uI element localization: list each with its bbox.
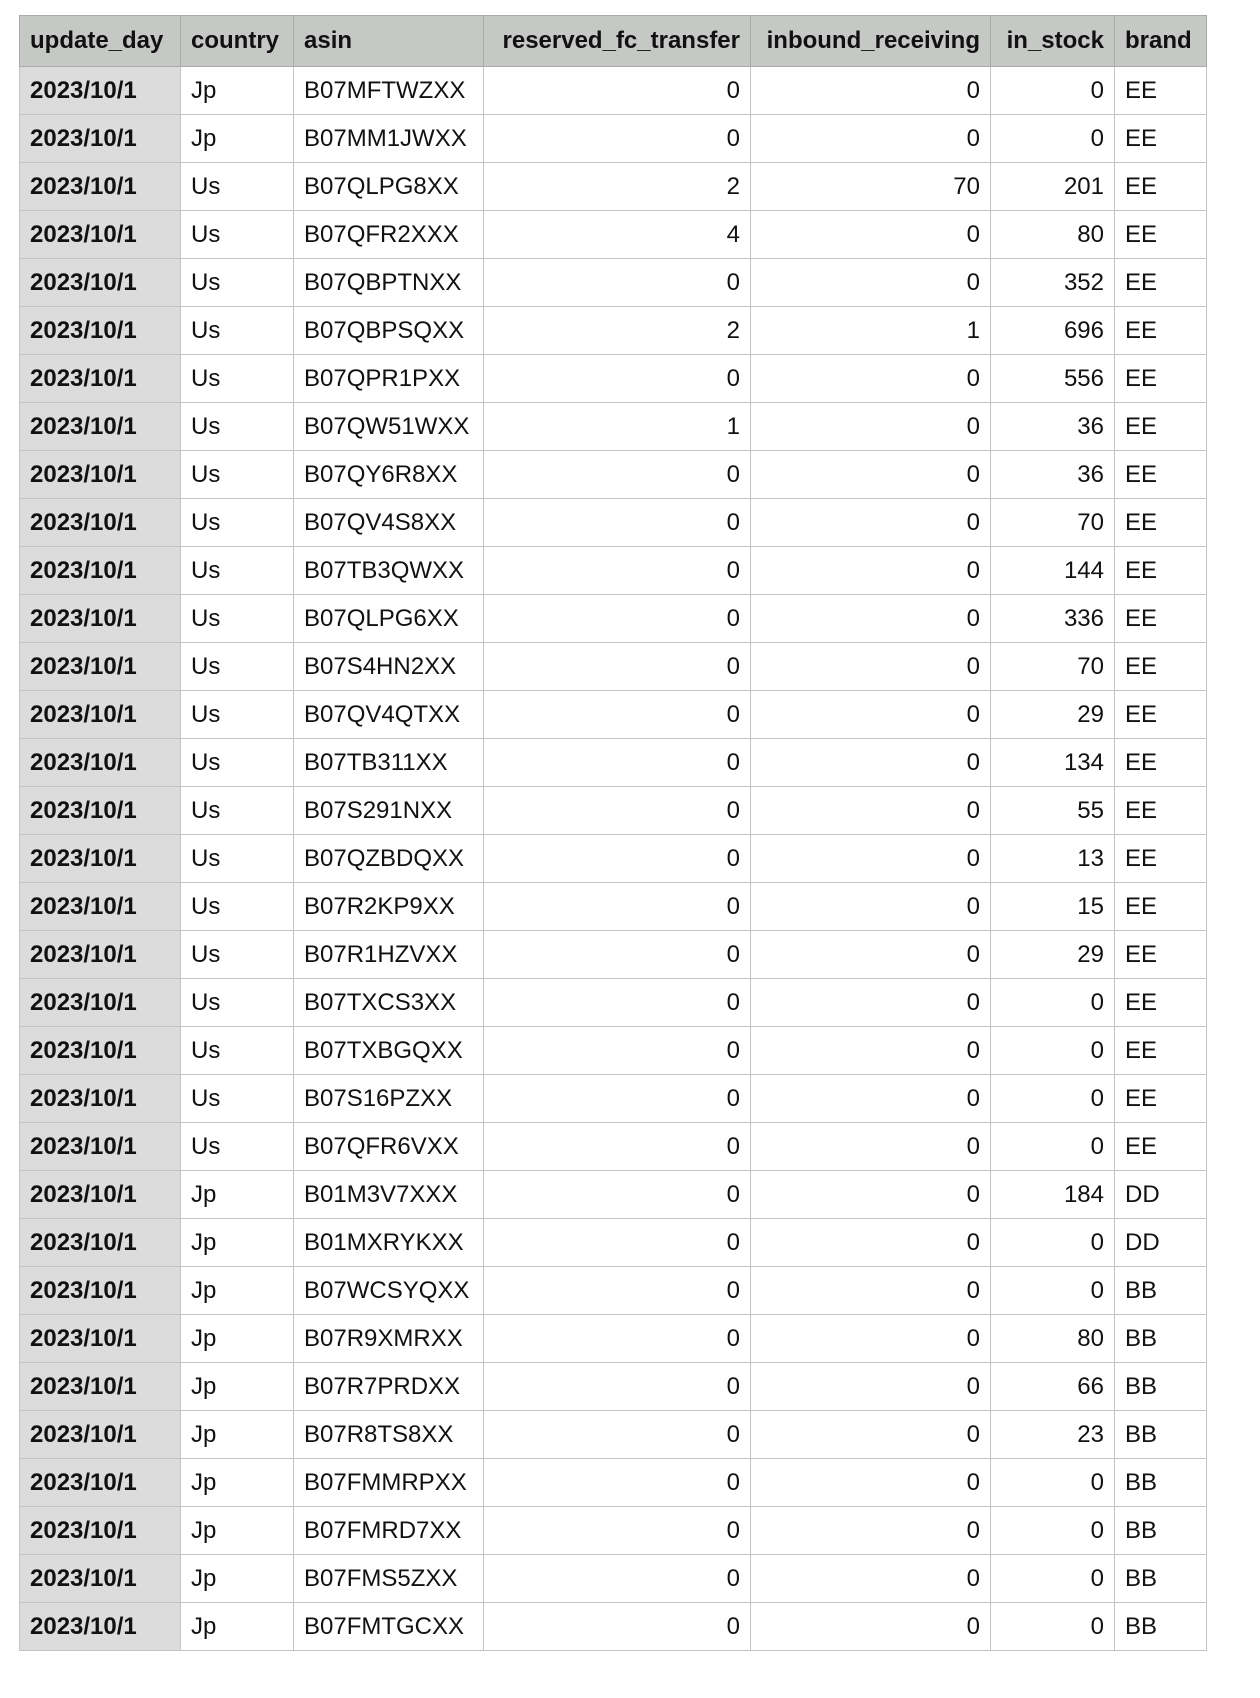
country-cell[interactable]: Jp bbox=[181, 1411, 294, 1459]
asin-cell[interactable]: B07R9XMRXX bbox=[294, 1315, 484, 1363]
country-cell[interactable]: Us bbox=[181, 691, 294, 739]
reserved-fc-transfer-cell[interactable]: 0 bbox=[484, 1363, 751, 1411]
inbound-receiving-cell[interactable]: 0 bbox=[751, 1267, 991, 1315]
in-stock-cell[interactable]: 0 bbox=[991, 1075, 1115, 1123]
in-stock-cell[interactable]: 29 bbox=[991, 691, 1115, 739]
brand-cell[interactable]: EE bbox=[1115, 1123, 1207, 1171]
asin-cell[interactable]: B07MM1JWXX bbox=[294, 115, 484, 163]
inbound-receiving-cell[interactable]: 0 bbox=[751, 451, 991, 499]
table-row bbox=[20, 1267, 1207, 1315]
update-day-cell[interactable]: 2023/10/1 bbox=[20, 499, 181, 547]
reserved-fc-transfer-cell[interactable]: 1 bbox=[484, 403, 751, 451]
inbound-receiving-cell[interactable]: 0 bbox=[751, 835, 991, 883]
brand-cell[interactable]: EE bbox=[1115, 307, 1207, 355]
reserved-fc-transfer-cell[interactable]: 0 bbox=[484, 739, 751, 787]
inbound-receiving-cell[interactable]: 0 bbox=[751, 67, 991, 115]
country-cell[interactable]: Us bbox=[181, 499, 294, 547]
update-day-cell[interactable]: 2023/10/1 bbox=[20, 259, 181, 307]
column-header-reserved-fc-transfer[interactable]: reserved_fc_transfer bbox=[484, 16, 751, 67]
asin-cell[interactable]: B07FMTGCXX bbox=[294, 1603, 484, 1651]
table-row bbox=[20, 1075, 1207, 1123]
header-row bbox=[20, 16, 1207, 67]
brand-cell[interactable]: EE bbox=[1115, 739, 1207, 787]
asin-cell[interactable]: B07QLPG8XX bbox=[294, 163, 484, 211]
in-stock-cell[interactable]: 134 bbox=[991, 739, 1115, 787]
brand-cell[interactable]: EE bbox=[1115, 403, 1207, 451]
brand-cell[interactable]: EE bbox=[1115, 67, 1207, 115]
asin-cell[interactable]: B07S291NXX bbox=[294, 787, 484, 835]
in-stock-cell[interactable]: 0 bbox=[991, 1459, 1115, 1507]
reserved-fc-transfer-cell[interactable]: 0 bbox=[484, 1267, 751, 1315]
brand-cell[interactable]: EE bbox=[1115, 163, 1207, 211]
asin-cell[interactable]: B07R1HZVXX bbox=[294, 931, 484, 979]
update-day-cell[interactable]: 2023/10/1 bbox=[20, 979, 181, 1027]
in-stock-cell[interactable]: 29 bbox=[991, 931, 1115, 979]
reserved-fc-transfer-cell[interactable]: 0 bbox=[484, 1027, 751, 1075]
asin-cell[interactable]: B01MXRYKXX bbox=[294, 1219, 484, 1267]
inventory-table bbox=[19, 15, 1207, 1651]
update-day-cell[interactable]: 2023/10/1 bbox=[20, 1555, 181, 1603]
table-row bbox=[20, 403, 1207, 451]
asin-cell[interactable]: B07QV4S8XX bbox=[294, 499, 484, 547]
update-day-cell[interactable]: 2023/10/1 bbox=[20, 211, 181, 259]
reserved-fc-transfer-cell[interactable]: 0 bbox=[484, 499, 751, 547]
update-day-cell[interactable]: 2023/10/1 bbox=[20, 787, 181, 835]
asin-cell[interactable]: B07QBPSQXX bbox=[294, 307, 484, 355]
update-day-cell[interactable]: 2023/10/1 bbox=[20, 1267, 181, 1315]
asin-cell[interactable]: B07QFR6VXX bbox=[294, 1123, 484, 1171]
country-cell[interactable]: Us bbox=[181, 787, 294, 835]
inbound-receiving-cell[interactable]: 0 bbox=[751, 1219, 991, 1267]
reserved-fc-transfer-cell[interactable]: 0 bbox=[484, 451, 751, 499]
country-cell[interactable]: Us bbox=[181, 163, 294, 211]
inbound-receiving-cell[interactable]: 0 bbox=[751, 739, 991, 787]
in-stock-cell[interactable]: 0 bbox=[991, 67, 1115, 115]
country-cell[interactable]: Us bbox=[181, 883, 294, 931]
asin-cell[interactable]: B07TXBGQXX bbox=[294, 1027, 484, 1075]
reserved-fc-transfer-cell[interactable]: 0 bbox=[484, 1171, 751, 1219]
reserved-fc-transfer-cell[interactable]: 0 bbox=[484, 1219, 751, 1267]
brand-cell[interactable]: BB bbox=[1115, 1555, 1207, 1603]
country-cell[interactable]: Jp bbox=[181, 1555, 294, 1603]
brand-cell[interactable]: BB bbox=[1115, 1267, 1207, 1315]
update-day-cell[interactable]: 2023/10/1 bbox=[20, 1123, 181, 1171]
column-header-asin[interactable]: asin bbox=[294, 16, 484, 67]
inbound-receiving-cell[interactable]: 0 bbox=[751, 979, 991, 1027]
asin-cell[interactable]: B07QLPG6XX bbox=[294, 595, 484, 643]
brand-cell[interactable]: EE bbox=[1115, 211, 1207, 259]
table-row bbox=[20, 1555, 1207, 1603]
reserved-fc-transfer-cell[interactable]: 0 bbox=[484, 787, 751, 835]
update-day-cell[interactable]: 2023/10/1 bbox=[20, 1171, 181, 1219]
brand-cell[interactable]: DD bbox=[1115, 1219, 1207, 1267]
brand-cell[interactable]: BB bbox=[1115, 1411, 1207, 1459]
in-stock-cell[interactable]: 70 bbox=[991, 643, 1115, 691]
in-stock-cell[interactable]: 201 bbox=[991, 163, 1115, 211]
reserved-fc-transfer-cell[interactable]: 0 bbox=[484, 1603, 751, 1651]
table-row bbox=[20, 451, 1207, 499]
update-day-cell[interactable]: 2023/10/1 bbox=[20, 1507, 181, 1555]
asin-cell[interactable]: B07FMS5ZXX bbox=[294, 1555, 484, 1603]
inbound-receiving-cell[interactable]: 0 bbox=[751, 1603, 991, 1651]
brand-cell[interactable]: BB bbox=[1115, 1315, 1207, 1363]
in-stock-cell[interactable]: 36 bbox=[991, 403, 1115, 451]
update-day-cell[interactable]: 2023/10/1 bbox=[20, 1459, 181, 1507]
reserved-fc-transfer-cell[interactable]: 0 bbox=[484, 67, 751, 115]
inbound-receiving-cell[interactable]: 0 bbox=[751, 499, 991, 547]
update-day-cell[interactable]: 2023/10/1 bbox=[20, 1603, 181, 1651]
country-cell[interactable]: Us bbox=[181, 355, 294, 403]
inbound-receiving-cell[interactable]: 0 bbox=[751, 547, 991, 595]
reserved-fc-transfer-cell[interactable]: 0 bbox=[484, 1315, 751, 1363]
table-row bbox=[20, 211, 1207, 259]
table-row bbox=[20, 499, 1207, 547]
country-cell[interactable]: Jp bbox=[181, 1507, 294, 1555]
column-header-country[interactable]: country bbox=[181, 16, 294, 67]
reserved-fc-transfer-cell[interactable]: 0 bbox=[484, 1123, 751, 1171]
brand-cell[interactable]: EE bbox=[1115, 259, 1207, 307]
reserved-fc-transfer-cell[interactable]: 0 bbox=[484, 1459, 751, 1507]
brand-cell[interactable]: EE bbox=[1115, 835, 1207, 883]
brand-cell[interactable]: BB bbox=[1115, 1459, 1207, 1507]
brand-cell[interactable]: EE bbox=[1115, 691, 1207, 739]
table-row bbox=[20, 1459, 1207, 1507]
table-row bbox=[20, 355, 1207, 403]
brand-cell[interactable]: EE bbox=[1115, 547, 1207, 595]
asin-cell[interactable]: B07QFR2XXX bbox=[294, 211, 484, 259]
asin-cell[interactable]: B07R7PRDXX bbox=[294, 1363, 484, 1411]
brand-cell[interactable]: EE bbox=[1115, 979, 1207, 1027]
inbound-receiving-cell[interactable]: 0 bbox=[751, 1411, 991, 1459]
update-day-cell[interactable]: 2023/10/1 bbox=[20, 1027, 181, 1075]
column-header-in-stock[interactable]: in_stock bbox=[991, 16, 1115, 67]
country-cell[interactable]: Jp bbox=[181, 1171, 294, 1219]
inbound-receiving-cell[interactable]: 0 bbox=[751, 643, 991, 691]
update-day-cell[interactable]: 2023/10/1 bbox=[20, 883, 181, 931]
in-stock-cell[interactable]: 80 bbox=[991, 211, 1115, 259]
update-day-cell[interactable]: 2023/10/1 bbox=[20, 1219, 181, 1267]
reserved-fc-transfer-cell[interactable]: 0 bbox=[484, 1555, 751, 1603]
brand-cell[interactable]: BB bbox=[1115, 1603, 1207, 1651]
reserved-fc-transfer-cell[interactable]: 0 bbox=[484, 1075, 751, 1123]
country-cell[interactable]: Jp bbox=[181, 1315, 294, 1363]
reserved-fc-transfer-cell[interactable]: 0 bbox=[484, 115, 751, 163]
brand-cell[interactable]: EE bbox=[1115, 499, 1207, 547]
in-stock-cell[interactable]: 0 bbox=[991, 1027, 1115, 1075]
inbound-receiving-cell[interactable]: 0 bbox=[751, 403, 991, 451]
asin-cell[interactable]: B07QPR1PXX bbox=[294, 355, 484, 403]
table-row bbox=[20, 547, 1207, 595]
table-row bbox=[20, 259, 1207, 307]
asin-cell[interactable]: B07S4HN2XX bbox=[294, 643, 484, 691]
country-cell[interactable]: Us bbox=[181, 259, 294, 307]
asin-cell[interactable]: B07TB3QWXX bbox=[294, 547, 484, 595]
in-stock-cell[interactable]: 15 bbox=[991, 883, 1115, 931]
country-cell[interactable]: Jp bbox=[181, 1219, 294, 1267]
asin-cell[interactable]: B07S16PZXX bbox=[294, 1075, 484, 1123]
reserved-fc-transfer-cell[interactable]: 2 bbox=[484, 307, 751, 355]
update-day-cell[interactable]: 2023/10/1 bbox=[20, 595, 181, 643]
table-row bbox=[20, 979, 1207, 1027]
update-day-cell[interactable]: 2023/10/1 bbox=[20, 115, 181, 163]
brand-cell[interactable]: DD bbox=[1115, 1171, 1207, 1219]
table-row bbox=[20, 1603, 1207, 1651]
in-stock-cell[interactable]: 80 bbox=[991, 1315, 1115, 1363]
inbound-receiving-cell[interactable]: 0 bbox=[751, 691, 991, 739]
country-cell[interactable]: Jp bbox=[181, 1459, 294, 1507]
inbound-receiving-cell[interactable]: 0 bbox=[751, 1507, 991, 1555]
asin-cell[interactable]: B07R2KP9XX bbox=[294, 883, 484, 931]
in-stock-cell[interactable]: 55 bbox=[991, 787, 1115, 835]
in-stock-cell[interactable]: 0 bbox=[991, 979, 1115, 1027]
table-row bbox=[20, 115, 1207, 163]
update-day-cell[interactable]: 2023/10/1 bbox=[20, 163, 181, 211]
update-day-cell[interactable]: 2023/10/1 bbox=[20, 67, 181, 115]
asin-cell[interactable]: B01M3V7XXX bbox=[294, 1171, 484, 1219]
update-day-cell[interactable]: 2023/10/1 bbox=[20, 1315, 181, 1363]
brand-cell[interactable]: EE bbox=[1115, 787, 1207, 835]
reserved-fc-transfer-cell[interactable]: 0 bbox=[484, 931, 751, 979]
inbound-receiving-cell[interactable]: 0 bbox=[751, 355, 991, 403]
inbound-receiving-cell[interactable]: 0 bbox=[751, 883, 991, 931]
brand-cell[interactable]: EE bbox=[1115, 451, 1207, 499]
table-row bbox=[20, 1027, 1207, 1075]
country-cell[interactable]: Jp bbox=[181, 1363, 294, 1411]
column-header-inbound-receiving[interactable]: inbound_receiving bbox=[751, 16, 991, 67]
reserved-fc-transfer-cell[interactable]: 0 bbox=[484, 835, 751, 883]
inbound-receiving-cell[interactable]: 0 bbox=[751, 1027, 991, 1075]
asin-cell[interactable]: B07FMRD7XX bbox=[294, 1507, 484, 1555]
in-stock-cell[interactable]: 0 bbox=[991, 115, 1115, 163]
brand-cell[interactable]: BB bbox=[1115, 1363, 1207, 1411]
asin-cell[interactable]: B07QW51WXX bbox=[294, 403, 484, 451]
brand-cell[interactable]: EE bbox=[1115, 931, 1207, 979]
reserved-fc-transfer-cell[interactable]: 0 bbox=[484, 691, 751, 739]
in-stock-cell[interactable]: 0 bbox=[991, 1507, 1115, 1555]
table-row bbox=[20, 1507, 1207, 1555]
in-stock-cell[interactable]: 13 bbox=[991, 835, 1115, 883]
in-stock-cell[interactable]: 0 bbox=[991, 1603, 1115, 1651]
in-stock-cell[interactable]: 352 bbox=[991, 259, 1115, 307]
update-day-cell[interactable]: 2023/10/1 bbox=[20, 931, 181, 979]
column-header-brand[interactable]: brand bbox=[1115, 16, 1207, 67]
table-row bbox=[20, 1315, 1207, 1363]
table-row bbox=[20, 595, 1207, 643]
brand-cell[interactable]: EE bbox=[1115, 115, 1207, 163]
in-stock-cell[interactable]: 184 bbox=[991, 1171, 1115, 1219]
reserved-fc-transfer-cell[interactable]: 0 bbox=[484, 883, 751, 931]
brand-cell[interactable]: BB bbox=[1115, 1507, 1207, 1555]
country-cell[interactable]: Us bbox=[181, 1075, 294, 1123]
update-day-cell[interactable]: 2023/10/1 bbox=[20, 643, 181, 691]
table-row bbox=[20, 643, 1207, 691]
inbound-receiving-cell[interactable]: 0 bbox=[751, 115, 991, 163]
table-row bbox=[20, 931, 1207, 979]
country-cell[interactable]: Us bbox=[181, 403, 294, 451]
country-cell[interactable]: Jp bbox=[181, 1267, 294, 1315]
table-row bbox=[20, 67, 1207, 115]
inbound-receiving-cell[interactable]: 0 bbox=[751, 595, 991, 643]
country-cell[interactable]: Us bbox=[181, 307, 294, 355]
in-stock-cell[interactable]: 70 bbox=[991, 499, 1115, 547]
brand-cell[interactable]: EE bbox=[1115, 643, 1207, 691]
update-day-cell[interactable]: 2023/10/1 bbox=[20, 403, 181, 451]
inbound-receiving-cell[interactable]: 0 bbox=[751, 259, 991, 307]
country-cell[interactable]: Us bbox=[181, 451, 294, 499]
inbound-receiving-cell[interactable]: 0 bbox=[751, 787, 991, 835]
country-cell[interactable]: Us bbox=[181, 739, 294, 787]
table-row bbox=[20, 1171, 1207, 1219]
brand-cell[interactable]: EE bbox=[1115, 883, 1207, 931]
reserved-fc-transfer-cell[interactable]: 0 bbox=[484, 355, 751, 403]
country-cell[interactable]: Jp bbox=[181, 1603, 294, 1651]
asin-cell[interactable]: B07TXCS3XX bbox=[294, 979, 484, 1027]
inbound-receiving-cell[interactable]: 0 bbox=[751, 1555, 991, 1603]
reserved-fc-transfer-cell[interactable]: 0 bbox=[484, 259, 751, 307]
in-stock-cell[interactable]: 336 bbox=[991, 595, 1115, 643]
reserved-fc-transfer-cell[interactable]: 0 bbox=[484, 1507, 751, 1555]
table-row bbox=[20, 739, 1207, 787]
reserved-fc-transfer-cell[interactable]: 0 bbox=[484, 979, 751, 1027]
reserved-fc-transfer-cell[interactable]: 0 bbox=[484, 595, 751, 643]
inbound-receiving-cell[interactable]: 0 bbox=[751, 931, 991, 979]
asin-cell[interactable]: B07TB311XX bbox=[294, 739, 484, 787]
column-header-update-day[interactable]: update_day bbox=[20, 16, 181, 67]
asin-cell[interactable]: B07R8TS8XX bbox=[294, 1411, 484, 1459]
country-cell[interactable]: Us bbox=[181, 643, 294, 691]
asin-cell[interactable]: B07MFTWZXX bbox=[294, 67, 484, 115]
asin-cell[interactable]: B07WCSYQXX bbox=[294, 1267, 484, 1315]
in-stock-cell[interactable]: 36 bbox=[991, 451, 1115, 499]
in-stock-cell[interactable]: 66 bbox=[991, 1363, 1115, 1411]
country-cell[interactable]: Us bbox=[181, 1027, 294, 1075]
update-day-cell[interactable]: 2023/10/1 bbox=[20, 1411, 181, 1459]
update-day-cell[interactable]: 2023/10/1 bbox=[20, 547, 181, 595]
update-day-cell[interactable]: 2023/10/1 bbox=[20, 739, 181, 787]
asin-cell[interactable]: B07QV4QTXX bbox=[294, 691, 484, 739]
brand-cell[interactable]: EE bbox=[1115, 1027, 1207, 1075]
table-row bbox=[20, 1219, 1207, 1267]
update-day-cell[interactable]: 2023/10/1 bbox=[20, 355, 181, 403]
asin-cell[interactable]: B07QZBDQXX bbox=[294, 835, 484, 883]
reserved-fc-transfer-cell[interactable]: 0 bbox=[484, 1411, 751, 1459]
inbound-receiving-cell[interactable]: 0 bbox=[751, 1363, 991, 1411]
country-cell[interactable]: Us bbox=[181, 835, 294, 883]
in-stock-cell[interactable]: 0 bbox=[991, 1555, 1115, 1603]
brand-cell[interactable]: EE bbox=[1115, 595, 1207, 643]
country-cell[interactable]: Us bbox=[181, 211, 294, 259]
reserved-fc-transfer-cell[interactable]: 0 bbox=[484, 547, 751, 595]
update-day-cell[interactable]: 2023/10/1 bbox=[20, 451, 181, 499]
inbound-receiving-cell[interactable]: 70 bbox=[751, 163, 991, 211]
brand-cell[interactable]: EE bbox=[1115, 1075, 1207, 1123]
update-day-cell[interactable]: 2023/10/1 bbox=[20, 691, 181, 739]
table-row bbox=[20, 883, 1207, 931]
inbound-receiving-cell[interactable]: 0 bbox=[751, 1075, 991, 1123]
in-stock-cell[interactable]: 144 bbox=[991, 547, 1115, 595]
inbound-receiving-cell[interactable]: 0 bbox=[751, 211, 991, 259]
update-day-cell[interactable]: 2023/10/1 bbox=[20, 307, 181, 355]
update-day-cell[interactable]: 2023/10/1 bbox=[20, 835, 181, 883]
inbound-receiving-cell[interactable]: 0 bbox=[751, 1123, 991, 1171]
reserved-fc-transfer-cell[interactable]: 4 bbox=[484, 211, 751, 259]
country-cell[interactable]: Jp bbox=[181, 67, 294, 115]
table-row bbox=[20, 307, 1207, 355]
brand-cell[interactable]: EE bbox=[1115, 355, 1207, 403]
reserved-fc-transfer-cell[interactable]: 2 bbox=[484, 163, 751, 211]
inbound-receiving-cell[interactable]: 0 bbox=[751, 1315, 991, 1363]
country-cell[interactable]: Us bbox=[181, 547, 294, 595]
country-cell[interactable]: Us bbox=[181, 931, 294, 979]
inbound-receiving-cell[interactable]: 0 bbox=[751, 1459, 991, 1507]
inbound-receiving-cell[interactable]: 0 bbox=[751, 1171, 991, 1219]
update-day-cell[interactable]: 2023/10/1 bbox=[20, 1075, 181, 1123]
in-stock-cell[interactable]: 0 bbox=[991, 1123, 1115, 1171]
asin-cell[interactable]: B07FMMRPXX bbox=[294, 1459, 484, 1507]
table-row bbox=[20, 787, 1207, 835]
table-row bbox=[20, 1411, 1207, 1459]
in-stock-cell[interactable]: 23 bbox=[991, 1411, 1115, 1459]
update-day-cell[interactable]: 2023/10/1 bbox=[20, 1363, 181, 1411]
in-stock-cell[interactable]: 696 bbox=[991, 307, 1115, 355]
country-cell[interactable]: Us bbox=[181, 1123, 294, 1171]
table-row bbox=[20, 691, 1207, 739]
country-cell[interactable]: Jp bbox=[181, 115, 294, 163]
in-stock-cell[interactable]: 0 bbox=[991, 1267, 1115, 1315]
country-cell[interactable]: Us bbox=[181, 979, 294, 1027]
asin-cell[interactable]: B07QBPTNXX bbox=[294, 259, 484, 307]
inbound-receiving-cell[interactable]: 1 bbox=[751, 307, 991, 355]
table-row bbox=[20, 1123, 1207, 1171]
table-row bbox=[20, 163, 1207, 211]
asin-cell[interactable]: B07QY6R8XX bbox=[294, 451, 484, 499]
in-stock-cell[interactable]: 556 bbox=[991, 355, 1115, 403]
table-row bbox=[20, 1363, 1207, 1411]
in-stock-cell[interactable]: 0 bbox=[991, 1219, 1115, 1267]
country-cell[interactable]: Us bbox=[181, 595, 294, 643]
table-row bbox=[20, 835, 1207, 883]
table-body bbox=[20, 67, 1207, 1651]
reserved-fc-transfer-cell[interactable]: 0 bbox=[484, 643, 751, 691]
